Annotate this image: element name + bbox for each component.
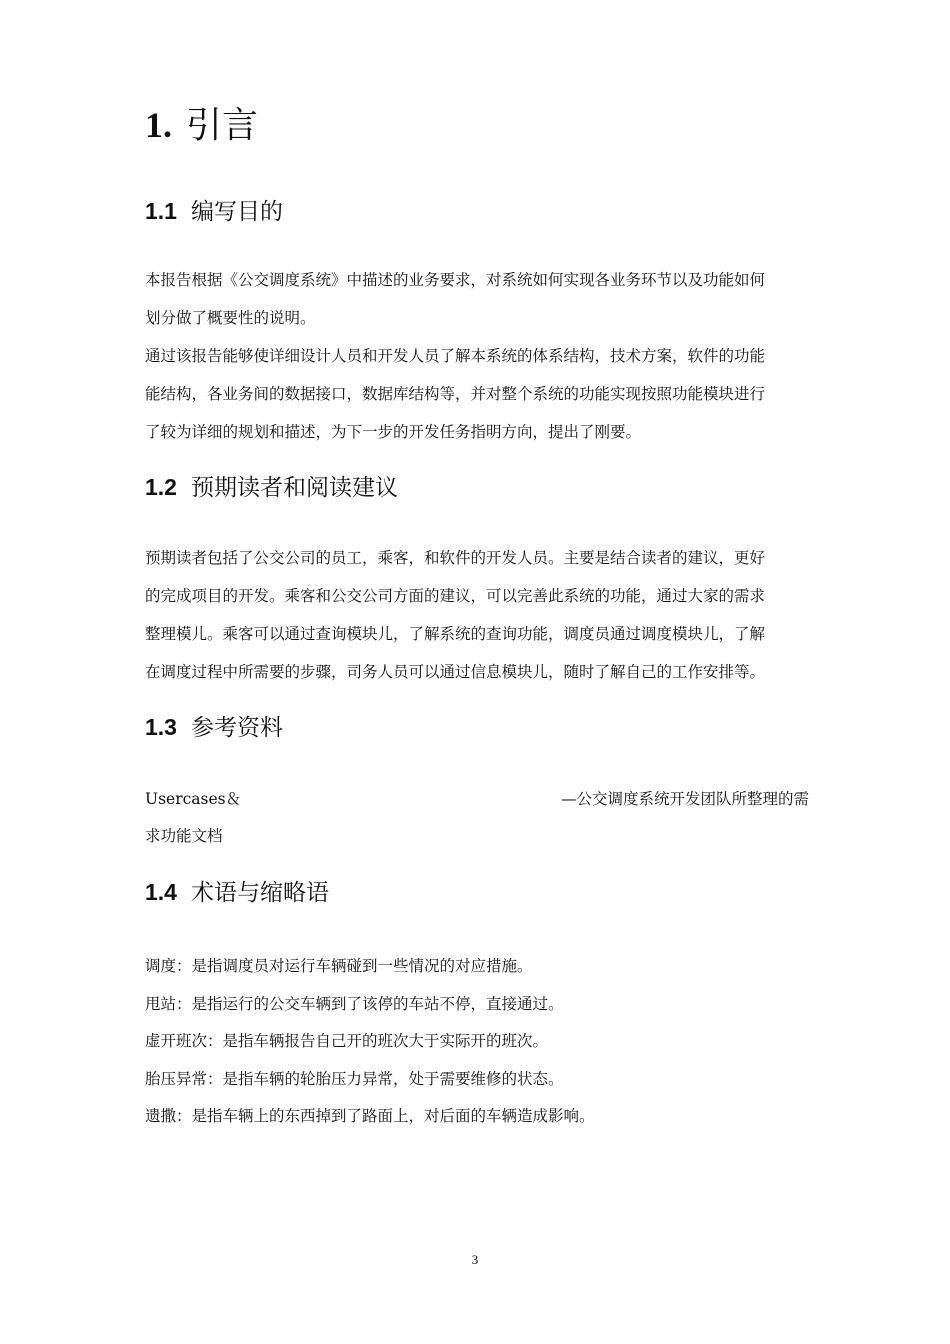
term-definition: 遗撒：是指车辆上的东西掉到了路面上，对后面的车辆造成影响。 [145, 1107, 595, 1125]
section-heading-1-4 [145, 874, 329, 911]
chapter-number: 1. [145, 105, 172, 145]
reference-continuation: 求功能文档 [145, 827, 223, 845]
reference-description: —公交调度系统开发团队所整理的需 [560, 790, 809, 808]
section-title: 参考资料 [190, 715, 283, 741]
paragraph [145, 261, 809, 337]
paragraph-line: 划分做了概要性的说明。 [145, 309, 316, 327]
term-definition: 胎压异常：是指车辆的轮胎压力异常，处于需要维修的状态。 [145, 1070, 564, 1088]
term-definition: 调度：是指调度员对运行车辆碰到一些情况的对应措施。 [145, 957, 533, 975]
section-title: 编写目的 [190, 199, 283, 225]
section-heading-1-2 [145, 469, 398, 506]
section-number: 1.2 [145, 474, 177, 500]
section-number: 1.3 [145, 714, 177, 740]
paragraph-line: 通过该报告能够使详细设计人员和开发人员了解本系统的体系结构，技术方案，软件的功能 [145, 347, 766, 365]
paragraph-line: 了较为详细的规划和描述，为下一步的开发任务指明方向，提出了刚要。 [145, 423, 642, 441]
term-definition: 虚开班次：是指车辆报告自己开的班次大于实际开的班次。 [145, 1032, 549, 1050]
section-heading-1-3 [145, 709, 283, 746]
section-number: 1.4 [145, 879, 177, 905]
paragraph [145, 337, 809, 451]
paragraph-line: 能结构，各业务间的数据接口，数据库结构等，并对整个系统的功能实现按照功能模块进行 [145, 385, 766, 403]
paragraph-line: 的完成项目的开发。乘客和公交公司方面的建议，可以完善此系统的功能，通过大家的需求 [145, 587, 766, 605]
paragraph-line: 在调度过程中所需要的步骤，司务人员可以通过信息模块儿，随时了解自己的工作安排等。 [145, 663, 766, 681]
chapter-title: 引言 [186, 105, 259, 146]
paragraph-line: 预期读者包括了公交公司的员工，乘客，和软件的开发人员。主要是结合读者的建议，更好 [145, 549, 766, 567]
reference-entry [145, 780, 809, 818]
reference-source: Usercases＆ [145, 790, 242, 808]
section-heading-1-1 [145, 193, 283, 230]
page-number: 3 [471, 1252, 479, 1267]
paragraph-line: 本报告根据《公交调度系统》中描述的业务要求，对系统如何实现各业务环节以及功能如何 [145, 271, 766, 289]
chapter-heading [145, 98, 258, 153]
section-title: 预期读者和阅读建议 [190, 475, 398, 501]
section-number: 1.1 [145, 198, 177, 224]
term-definition: 甩站：是指运行的公交车辆到了该停的车站不停，直接通过。 [145, 995, 564, 1013]
section-title: 术语与缩略语 [190, 880, 329, 906]
paragraph [145, 539, 809, 691]
paragraph-line: 整理模儿。乘客可以通过查询模块儿，了解系统的查询功能，调度员通过调度模块儿，了解 [145, 625, 766, 643]
